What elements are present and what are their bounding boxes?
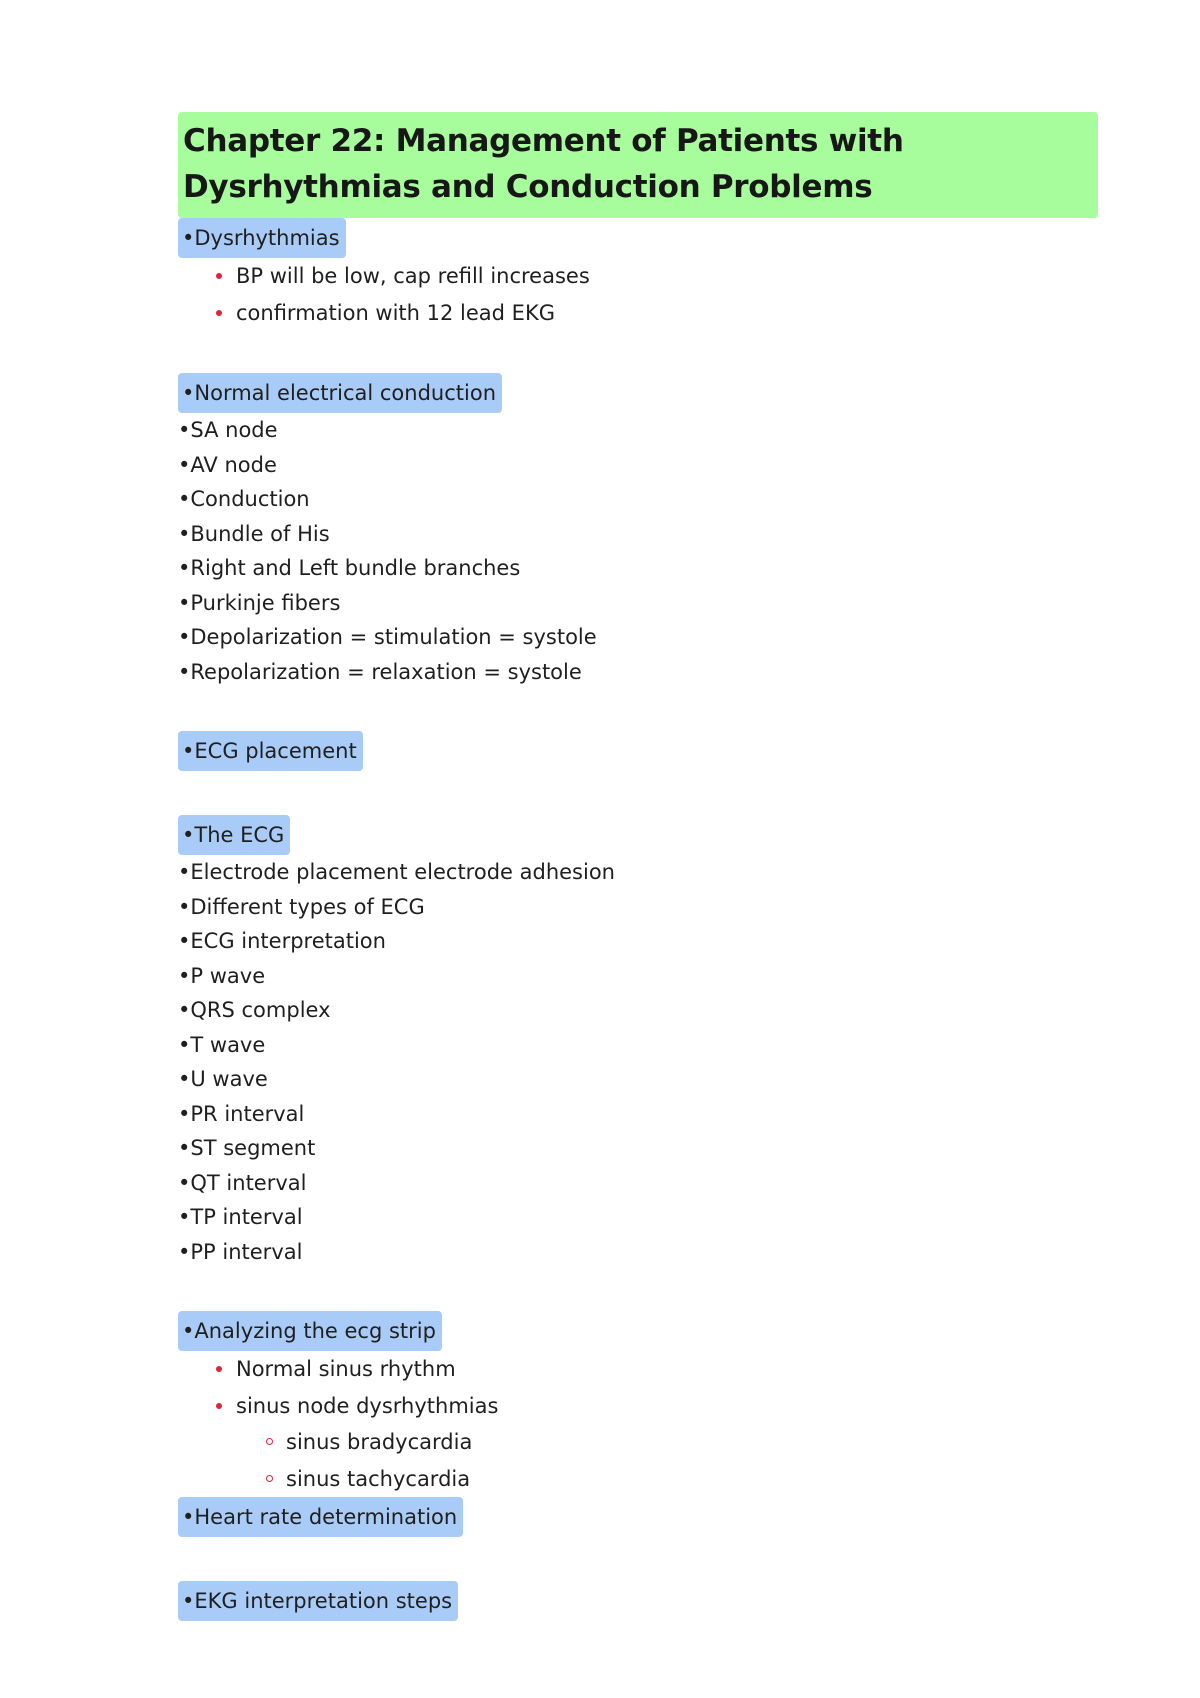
heading-heart-rate: •Heart rate determination	[178, 1497, 463, 1537]
line-item: •Bundle of His	[178, 521, 330, 546]
list-item-text: BP will be low, cap refill increases	[236, 264, 590, 288]
chapter-title-line-1: Chapter 22: Management of Patients with	[183, 123, 904, 159]
line-item: •P wave	[178, 963, 266, 988]
heading-analyzing: •Analyzing the ecg strip	[178, 1311, 442, 1351]
heading-normal-conduction: •Normal electrical conduction	[178, 373, 502, 413]
line-item: •PR interval	[178, 1101, 305, 1126]
line-item: •Electrode placement electrode adhesion	[178, 860, 615, 884]
heading-the-ecg: •The ECG	[178, 815, 290, 855]
list-item	[214, 1388, 1098, 1498]
list-item-text: sinus node dysrhythmias	[236, 1393, 499, 1418]
section-heart-rate	[178, 1497, 1098, 1537]
line-item: •Purkinje fibers	[178, 590, 341, 615]
list-item	[214, 295, 1098, 332]
line-item: •ECG interpretation	[178, 929, 386, 953]
line-item: •QRS complex	[178, 998, 331, 1022]
list-item	[214, 258, 1098, 295]
bullet-dot-icon	[216, 1403, 222, 1409]
line-item: •Different types of ECG	[178, 894, 425, 919]
line-item: •ST segment	[178, 1136, 316, 1160]
list-item-text: confirmation with 12 lead EKG	[236, 300, 555, 325]
dysrhythmias-list	[178, 258, 1098, 331]
line-item: •QT interval	[178, 1170, 307, 1195]
section-analyzing	[178, 1311, 1098, 1497]
sub-list-item	[264, 1424, 1098, 1461]
sub-list-item	[264, 1461, 1098, 1498]
analyzing-sublist	[214, 1424, 1098, 1497]
bullet-dot-icon	[216, 1366, 222, 1372]
line-item: •SA node	[178, 418, 278, 442]
section-normal-conduction	[178, 373, 1098, 689]
bullet-ring-icon	[266, 1475, 273, 1482]
bullet-dot-icon	[216, 273, 222, 279]
bullet-ring-icon	[266, 1438, 273, 1445]
section-ekg-steps	[178, 1581, 1098, 1621]
chapter-title	[178, 112, 1098, 218]
section-dysrhythmias	[178, 218, 1098, 331]
line-item: •T wave	[178, 1032, 266, 1057]
list-item-text: Normal sinus rhythm	[236, 1357, 456, 1381]
list-item	[214, 1351, 1098, 1388]
chapter-title-line-2: Dysrhythmias and Conduction Problems	[183, 169, 873, 205]
sub-list-item-text: sinus tachycardia	[286, 1466, 471, 1491]
section-the-ecg	[178, 815, 1098, 1269]
line-item: •Conduction	[178, 487, 310, 511]
analyzing-list	[178, 1351, 1098, 1497]
line-item: •Right and Left bundle branches	[178, 556, 521, 580]
line-item: •AV node	[178, 452, 277, 477]
line-item: •Depolarization = stimulation = systole	[178, 625, 597, 649]
document-page	[178, 112, 1098, 1621]
heading-dysrhythmias: •Dysrhythmias	[178, 218, 346, 258]
line-item: •PP interval	[178, 1239, 303, 1264]
bullet-dot-icon	[216, 310, 222, 316]
heading-ecg-placement: •ECG placement	[178, 731, 363, 771]
heading-ekg-steps: •EKG interpretation steps	[178, 1581, 458, 1621]
line-item: •Repolarization = relaxation = systole	[178, 659, 582, 684]
line-item: •U wave	[178, 1067, 268, 1091]
sub-list-item-text: sinus bradycardia	[286, 1430, 473, 1454]
line-item: •TP interval	[178, 1205, 303, 1229]
section-ecg-placement	[178, 731, 1098, 771]
